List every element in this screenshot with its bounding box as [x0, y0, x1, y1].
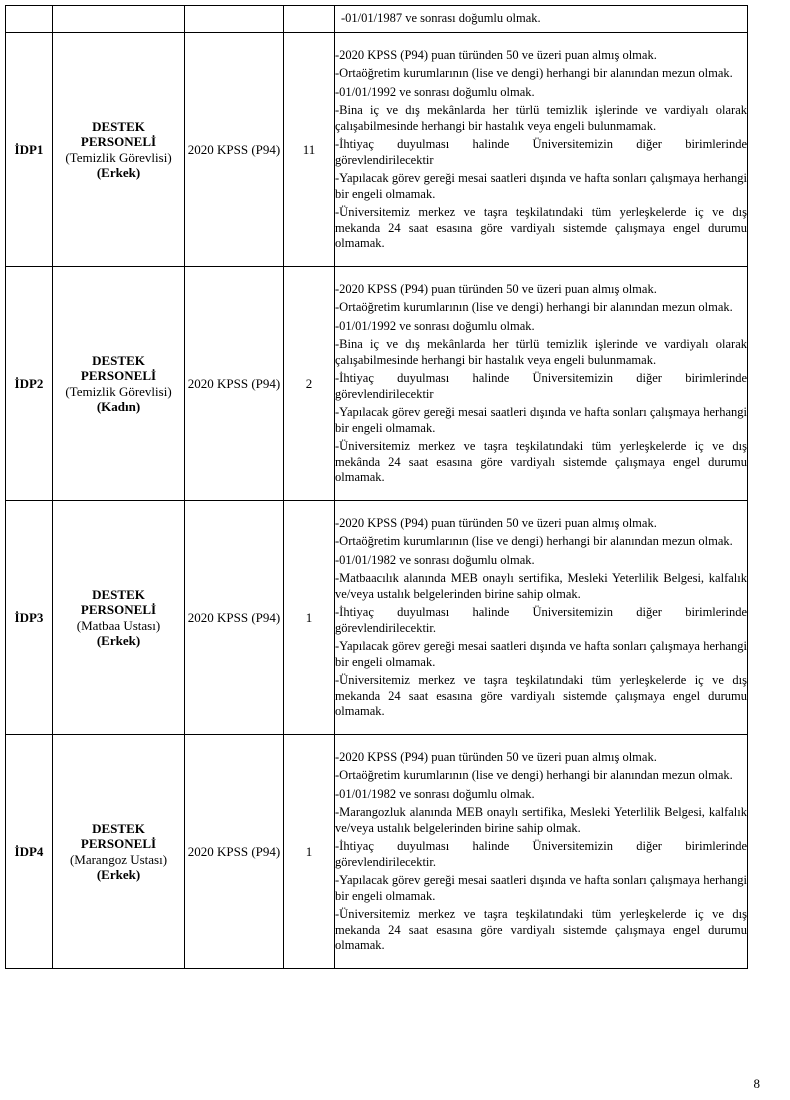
- position-role: (Temizlik Görevlisi): [65, 149, 172, 165]
- position-role: (Matbaa Ustası): [76, 617, 161, 633]
- position-code: İDP3: [6, 501, 53, 735]
- position-title-main: DESTEK PERSONELİ: [80, 586, 157, 617]
- requirement-item: -Ortaöğretim kurumlarının (lise ve dengi) herhangi bir alanından mezun olmak.: [335, 534, 733, 548]
- requirement-item: -2020 KPSS (P94) puan türünden 50 ve üzeri puan almış olmak.: [335, 281, 657, 296]
- code-cell: [6, 6, 53, 33]
- requirement-item: -İhtiyaç duyulması halinde Üniversitemizin diğer birimlerinde görevlendirilecektir.: [335, 605, 747, 635]
- requirement-item: -Yapılacak görev gereği mesai saatleri dışında ve hafta sonları çalışmaya herhangi bir engeli olmamak.: [335, 639, 747, 669]
- position-code: İDP2: [6, 267, 53, 501]
- position-role: (Temizlik Görevlisi): [65, 383, 172, 399]
- requirement-item: -Yapılacak görev gereği mesai saatleri dışında ve hafta sonları çalışmaya herhangi bir engeli olmamak.: [335, 873, 747, 903]
- requirements-cell: [335, 501, 748, 735]
- position-title: [53, 33, 185, 267]
- table-row: [6, 33, 748, 267]
- requirement-item: -Üniversitemiz merkez ve taşra teşkilatındaki tüm yerleşkelerde iç ve dış mekanda 24 saat esasına göre vardiyalı sistemde çalışmaya engel durumu olmamak.: [335, 673, 747, 718]
- position-code: İDP4: [6, 735, 53, 969]
- title-cell: [53, 6, 185, 33]
- position-count: 2: [284, 267, 335, 501]
- requirement-item: -2020 KPSS (P94) puan türünden 50 ve üzeri puan almış olmak.: [335, 515, 657, 530]
- requirement-item: -Bina iç ve dış mekânlarda her türlü temizlik işlerinde ve vardiyalı olarak çalışabilmesinde herhangi bir hastalık veya engeli bulunmamak.: [335, 337, 747, 367]
- requirement-item: -Marangozluk alanında MEB onaylı sertifika, Mesleki Yeterlilik Belgesi, kalfalık ve/veya ustalık belgelerinden birine sahip olmak.: [335, 805, 747, 835]
- position-title: [53, 735, 185, 969]
- requirement-item: -01/01/1982 ve sonrası doğumlu olmak.: [335, 786, 535, 801]
- position-gender: (Kadın): [96, 399, 141, 414]
- table-row-continued: [6, 6, 748, 33]
- requirement-item: -01/01/1987 ve sonrası doğumlu olmak.: [341, 11, 541, 26]
- position-title: [53, 267, 185, 501]
- requirement-item: -01/01/1982 ve sonrası doğumlu olmak.: [335, 552, 535, 567]
- exam-type: 2020 KPSS (P94): [185, 33, 284, 267]
- requirement-item: -Ortaöğretim kurumlarının (lise ve dengi) herhangi bir alanından mezun olmak.: [335, 66, 733, 80]
- requirements-cell: [335, 6, 748, 33]
- position-gender: (Erkek): [96, 633, 141, 648]
- position-count: 1: [284, 735, 335, 969]
- requirement-item: -Üniversitemiz merkez ve taşra teşkilatındaki tüm yerleşkelerde iç ve dış mekânda 24 saat esasına göre vardiyalı sistemde çalışmaya engel durumu olmamak.: [335, 439, 747, 484]
- requirement-item: -2020 KPSS (P94) puan türünden 50 ve üzeri puan almış olmak.: [335, 749, 657, 764]
- requirement-item: -İhtiyaç duyulması halinde Üniversitemizin diğer birimlerinde görevlendirilecektir.: [335, 839, 747, 869]
- count-cell: [284, 6, 335, 33]
- position-title-main: DESTEK PERSONELİ: [80, 118, 157, 149]
- position-title: [53, 501, 185, 735]
- requirement-item: -Üniversitemiz merkez ve taşra teşkilatındaki tüm yerleşkelerde iç ve dış mekanda 24 saat esasına göre vardiyalı sistemde çalışmaya engel durumu olmamak.: [335, 205, 747, 250]
- table-row: [6, 735, 748, 969]
- requirement-item: -Ortaöğretim kurumlarının (lise ve dengi) herhangi bir alanından mezun olmak.: [335, 768, 733, 782]
- requirement-item: -Yapılacak görev gereği mesai saatleri dışında ve hafta sonları çalışmaya herhangi bir engeli olmamak.: [335, 171, 747, 201]
- position-title-main: DESTEK PERSONELİ: [80, 352, 157, 383]
- position-count: 1: [284, 501, 335, 735]
- requirement-item: -2020 KPSS (P94) puan türünden 50 ve üzeri puan almış olmak.: [335, 47, 657, 62]
- requirements-cell: [335, 735, 748, 969]
- exam-type: 2020 KPSS (P94): [185, 267, 284, 501]
- position-gender: (Erkek): [96, 867, 141, 882]
- requirement-item: -Üniversitemiz merkez ve taşra teşkilatındaki tüm yerleşkelerde iç ve dış mekanda 24 saat esasına göre vardiyalı sistemde çalışmaya engel durumu olmamak.: [335, 907, 747, 952]
- requirement-item: -Ortaöğretim kurumlarının (lise ve dengi) herhangi bir alanından mezun olmak.: [335, 300, 733, 314]
- position-title-main: DESTEK PERSONELİ: [80, 820, 157, 851]
- requirement-item: -Yapılacak görev gereği mesai saatleri dışında ve hafta sonları çalışmaya herhangi bir engeli olmamak.: [335, 405, 747, 435]
- table-row: [6, 267, 748, 501]
- exam-type: 2020 KPSS (P94): [185, 501, 284, 735]
- requirement-item: -Bina iç ve dış mekânlarda her türlü temizlik işlerinde ve vardiyalı olarak çalışabilmesinde herhangi bir hastalık veya engeli bulunmamak.: [335, 103, 747, 133]
- page-number: 8: [753, 1076, 760, 1091]
- exam-type: 2020 KPSS (P94): [185, 735, 284, 969]
- position-role: (Marangoz Ustası): [69, 851, 168, 867]
- requirement-item: -01/01/1992 ve sonrası doğumlu olmak.: [335, 84, 535, 99]
- positions-table-body: [6, 6, 748, 969]
- exam-cell: [185, 6, 284, 33]
- position-code: İDP1: [6, 33, 53, 267]
- requirements-cell: [335, 33, 748, 267]
- requirements-cell: [335, 267, 748, 501]
- table-row: [6, 501, 748, 735]
- requirement-item: -İhtiyaç duyulması halinde Üniversitemizin diğer birimlerinde görevlendirilecektir: [335, 371, 747, 401]
- requirement-item: -Matbaacılık alanında MEB onaylı sertifika, Mesleki Yeterlilik Belgesi, kalfalık ve/veya ustalık belgelerinden birine sahip olmak.: [335, 571, 747, 601]
- positions-table: [5, 5, 748, 969]
- requirement-item: -İhtiyaç duyulması halinde Üniversitemizin diğer birimlerinde görevlendirilecektir: [335, 137, 747, 167]
- position-count: 11: [284, 33, 335, 267]
- position-gender: (Erkek): [96, 165, 141, 180]
- requirement-item: -01/01/1992 ve sonrası doğumlu olmak.: [335, 318, 535, 333]
